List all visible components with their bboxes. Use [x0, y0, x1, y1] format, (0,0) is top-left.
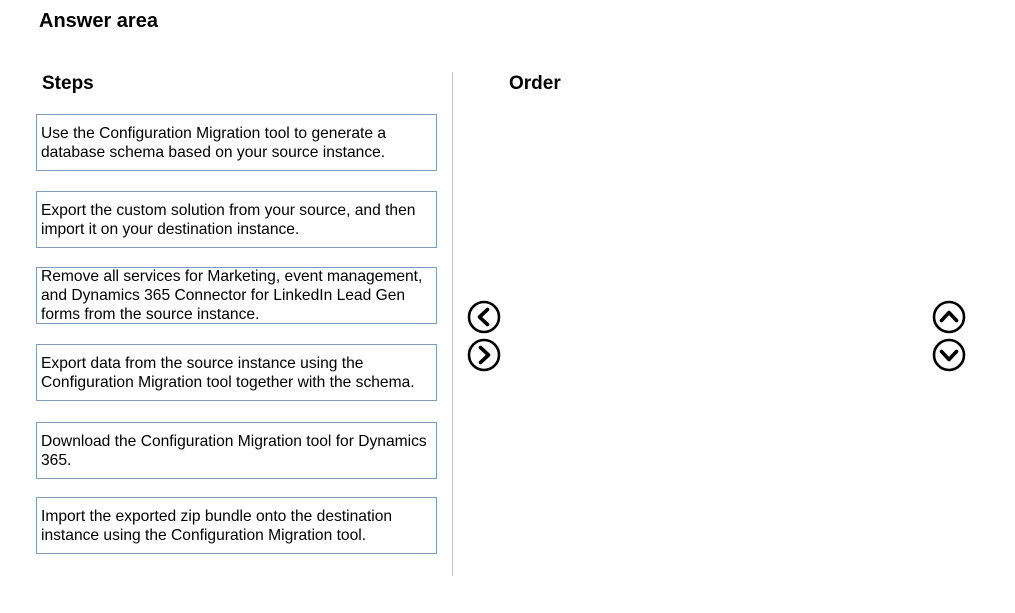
move-right-button[interactable]: [467, 338, 501, 372]
step-item-text: Export the custom solution from your source, and then import it on your destination instance.: [41, 201, 416, 238]
step-item-export-data[interactable]: [36, 344, 437, 401]
order-column-header: Order: [509, 73, 561, 94]
step-item-text: Import the exported zip bundle onto the destination instance using the Configuration Migration tool.: [41, 507, 393, 544]
order-list[interactable]: [500, 110, 920, 560]
chevron-up-circle-icon: [932, 300, 966, 334]
step-item-text: Export data from the source instance using the Configuration Migration tool together with the schema.: [41, 354, 415, 391]
step-item-text: Remove all services for Marketing, event management, and Dynamics 365 Connector for LinkedIn Lead Gen forms from the source instance.: [41, 268, 423, 323]
step-item-text: Use the Configuration Migration tool to generate a database schema based on your source instance.: [41, 124, 387, 161]
move-up-button[interactable]: [932, 300, 966, 334]
step-item-text: Download the Configuration Migration tool for Dynamics 365.: [41, 432, 427, 469]
chevron-down-circle-icon: [932, 338, 966, 372]
page-title: Answer area: [39, 10, 158, 32]
move-left-button[interactable]: [467, 300, 501, 334]
step-item-generate-schema[interactable]: [36, 114, 437, 171]
step-item-import-zip-bundle[interactable]: [36, 497, 437, 554]
step-item-download-tool[interactable]: [36, 422, 437, 479]
chevron-right-circle-icon: [467, 338, 501, 372]
column-divider: [452, 72, 453, 576]
move-down-button[interactable]: [932, 338, 966, 372]
steps-column-header: Steps: [42, 73, 94, 94]
step-item-export-custom-solution[interactable]: [36, 191, 437, 248]
step-item-remove-services[interactable]: [36, 267, 437, 324]
chevron-left-circle-icon: [467, 300, 501, 334]
